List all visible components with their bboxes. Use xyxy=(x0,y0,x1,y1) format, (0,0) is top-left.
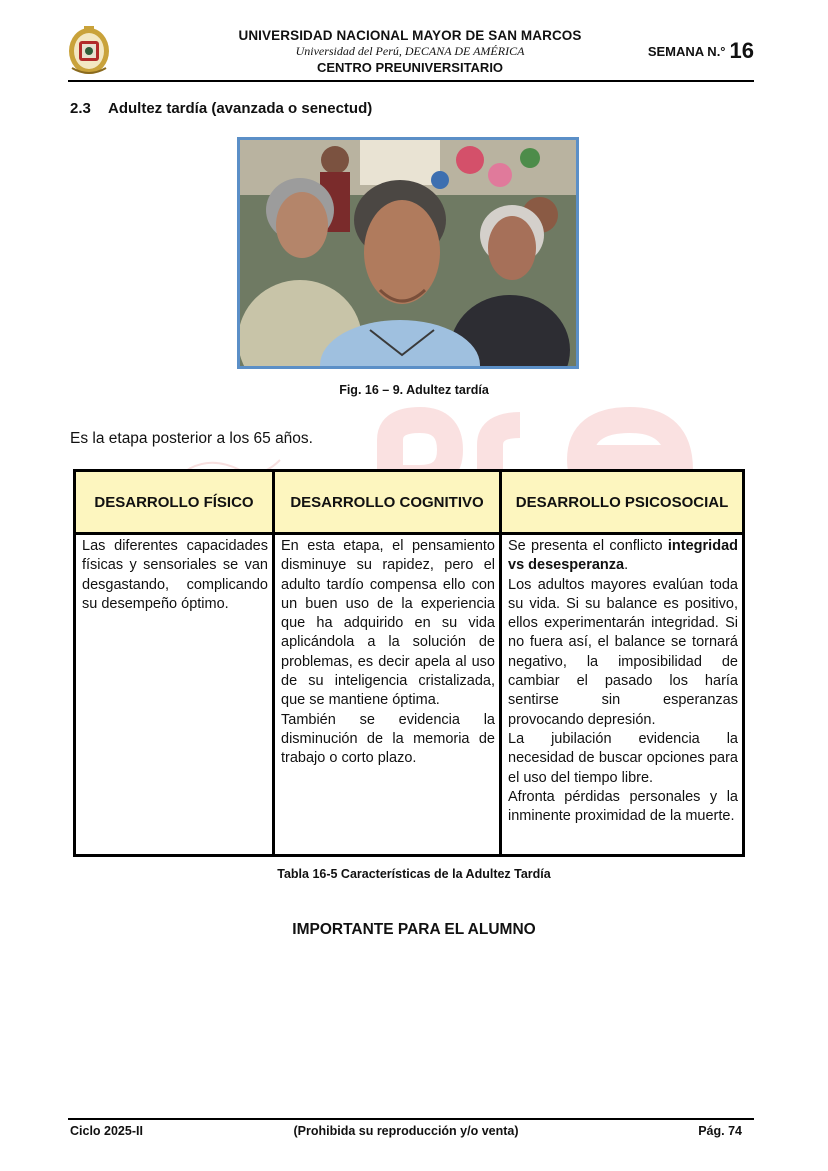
important-heading: IMPORTANTE PARA EL ALUMNO xyxy=(292,921,536,938)
conflict-intro: Se presenta el conflicto xyxy=(508,538,668,554)
footer-cycle: Ciclo 2025-II xyxy=(70,1124,143,1138)
photo-illustration xyxy=(240,140,576,366)
footer-page-number: Pág. 74 xyxy=(698,1124,742,1138)
week-label-text: SEMANA N.° xyxy=(647,44,726,59)
page-header xyxy=(70,22,754,80)
cell-fisico xyxy=(76,535,275,854)
section-heading xyxy=(70,100,372,117)
header-rule xyxy=(68,80,754,82)
header-fisico: DESARROLLO FÍSICO xyxy=(76,472,275,535)
conflict-name: integridad vs desesperanza xyxy=(508,538,738,574)
week-number: 16 xyxy=(729,38,754,63)
section-number: 2.3 xyxy=(70,100,91,117)
cell-cognitivo xyxy=(275,535,502,854)
footer-notice: (Prohibida su reproducción y/o venta) xyxy=(293,1124,519,1138)
week-label xyxy=(648,38,754,64)
intro-text: Es la etapa posterior a los 65 años. xyxy=(70,430,313,447)
psicosocial-paragraph-1 xyxy=(508,537,738,576)
cognitivo-paragraph-2: También se evidencia la disminución de la memoria de trabajo o corto plazo. xyxy=(281,711,495,767)
table-header-row xyxy=(76,472,742,535)
footer-rule xyxy=(68,1118,754,1120)
university-tagline: Universidad del Perú, DECANA DE AMÉRICA xyxy=(295,44,525,58)
figure-caption: Fig. 16 – 9. Adultez tardía xyxy=(339,383,489,397)
table-row xyxy=(76,535,742,854)
cognitivo-paragraph-1: En esta etapa, el pensamiento disminuye su rapidez, pero el adulto tardío compensa ello con un buen uso de la experiencia que ha adquirido en su vida aplicándola a la solución de problemas, es decir apela al uso de su inteligencia cristalizada, que se mantiene óptima. xyxy=(281,538,495,709)
psicosocial-paragraph-2: Los adultos mayores evalúan toda su vida. Si su balance es positivo, ellos experimentarán integridad. Si no fuera así, el balance se tornará negativo, la imposibilidad de cambiar el pasado los haría sentirse sin esperanzas provocando depresión. xyxy=(508,576,738,728)
header-cognitivo: DESARROLLO COGNITIVO xyxy=(275,472,502,535)
fisico-text: Las diferentes capacidades físicas y sensoriales se van desgastando, complicando su desempeño óptimo. xyxy=(82,538,268,612)
university-name: UNIVERSIDAD NACIONAL MAYOR DE SAN MARCOS xyxy=(238,28,582,43)
development-table xyxy=(73,469,745,857)
center-name: CENTRO PREUNIVERSITARIO xyxy=(316,60,504,75)
psicosocial-paragraph-4: Afronta pérdidas personales y la inminente proximidad de la muerte. xyxy=(508,788,738,825)
header-title-block xyxy=(190,28,630,75)
header-psicosocial: DESARROLLO PSICOSOCIAL xyxy=(502,472,742,535)
cell-psicosocial xyxy=(502,535,742,854)
section-title: Adultez tardía (avanzada o senectud) xyxy=(108,100,373,117)
table-caption: Tabla 16-5 Características de la Adultez Tardía xyxy=(277,867,551,881)
elderly-women-photo xyxy=(237,137,579,369)
psicosocial-paragraph-3: La jubilación evidencia la necesidad de buscar opciones para el uso del tiempo libre. xyxy=(508,730,738,786)
university-crest-icon xyxy=(66,24,112,76)
conflict-end: . xyxy=(624,557,629,574)
development-table-grid xyxy=(76,472,742,854)
